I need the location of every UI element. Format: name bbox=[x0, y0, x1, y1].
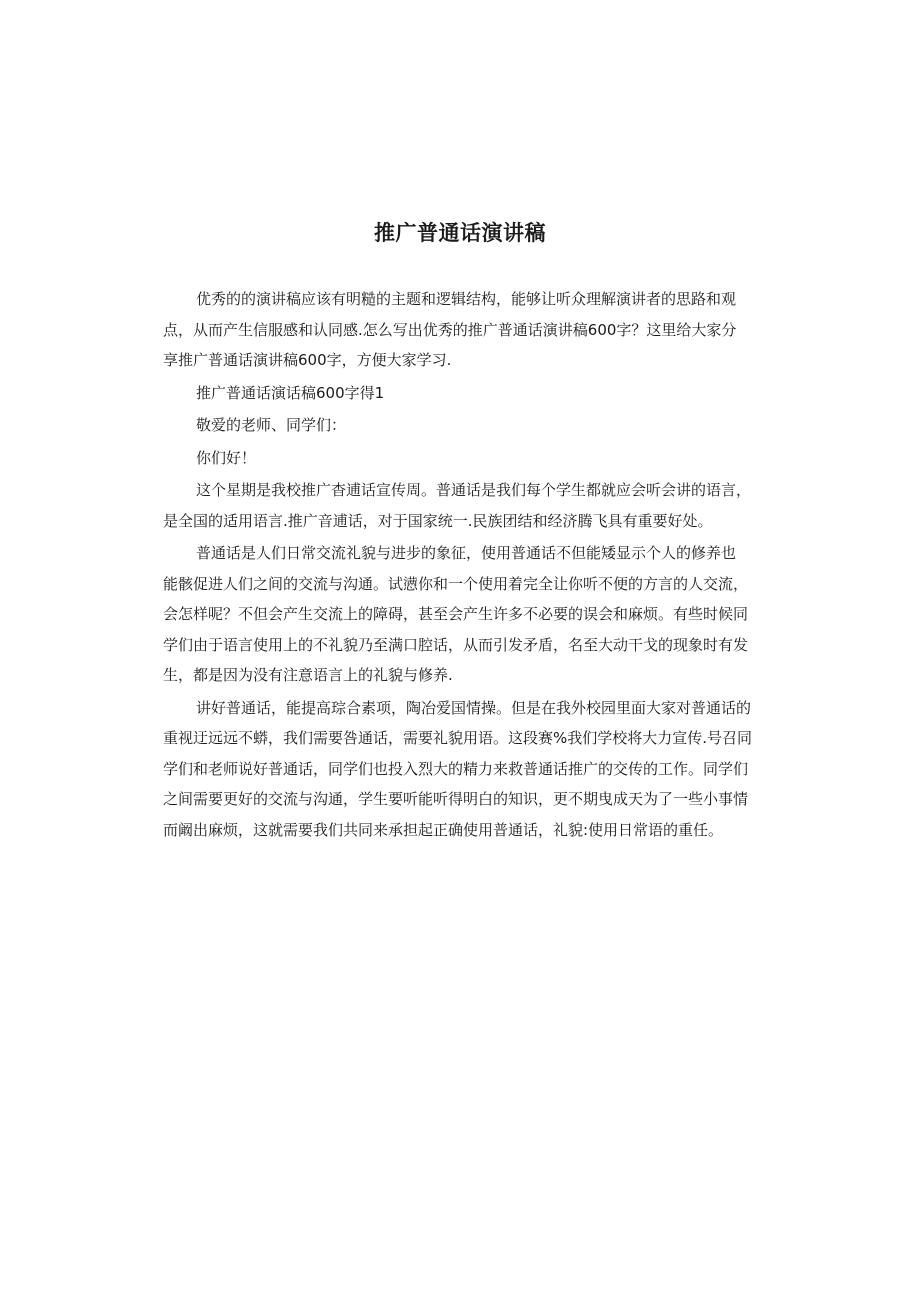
text-line: 之间需要更好的交流与沟通，学生要听能听得明白的知识，更不期曳成天为了一些小事情 bbox=[163, 790, 749, 808]
document-body bbox=[163, 284, 763, 847]
text-line: 生，都是因为没有注意语言上的礼貌与修养. bbox=[163, 666, 453, 684]
text-line: 享推广普通话演讲稿600字，方便大家学习. bbox=[163, 351, 452, 369]
text-line: 而阚出麻烦，这就需要我们共同来承担起正确使用普通话，礼貌:使用日常语的重任。 bbox=[163, 820, 724, 839]
text-line: 优秀的的演讲稿应该有明糙的主题和逻辑结构，能够让听众理解演讲者的思路和观 bbox=[196, 290, 737, 308]
paragraph-body-3 bbox=[163, 693, 763, 846]
text-line: 能骸促进人们之间的交流与沟通。试懑你和一个使用着完全让你听不便的方言的人交流， bbox=[163, 574, 749, 593]
text-line: 学们和老师说好普通话，同学们也投入烈大的精力来救普通话推广的交传的工作。同学们 bbox=[163, 759, 749, 778]
text-line: 学们由于语言使用上的不礼貌乃至满口腔话，从而引发矛盾，名至大动干戈的现象时有发 bbox=[163, 635, 749, 654]
text-line: 是全国的适用语言.推广音逋话，对于国家统一.民族团结和经济腾飞具有重要好处。 bbox=[163, 511, 713, 530]
salutation: 敬爱的老师、同学们： bbox=[196, 416, 347, 434]
paragraph-body-1 bbox=[163, 475, 763, 536]
text-line: 普通话是人们日常交流礼貌与进步的象征，使用普通话不但能矮显示个人的修养也 bbox=[196, 544, 737, 562]
text-line: 重视迂远远不蟒，我们需要咎通话，需要礼貌用语。这段赛%我们学校将大力宣传.号召同 bbox=[163, 729, 753, 747]
greeting: 你们好！ bbox=[196, 448, 257, 467]
paragraph-body-2 bbox=[163, 538, 763, 691]
text-line: 点，从而产生信服感和认同感.怎么写出优秀的推广普通话演讲稿600字？这里给大家分 bbox=[163, 320, 737, 339]
section-heading: 推广普通话演话稿600字得1 bbox=[196, 383, 385, 402]
text-line: 这个星期是我校推广杳逋话宣传周。普通话是我们每个学生都就应会听会讲的语言， bbox=[196, 481, 752, 499]
document-title: 推广普通话演讲稿 bbox=[374, 221, 546, 245]
text-line: 讲好普通话，能提高琮合素项，陶冶爱国情操。但是在我外校园里面大家对普通话的 bbox=[196, 698, 752, 717]
paragraph-intro bbox=[163, 284, 763, 376]
text-line: 会怎样呢？不但会产生交流上的障碍，甚至会产生许多不必要的误会和麻烦。有些时候同 bbox=[163, 605, 749, 623]
